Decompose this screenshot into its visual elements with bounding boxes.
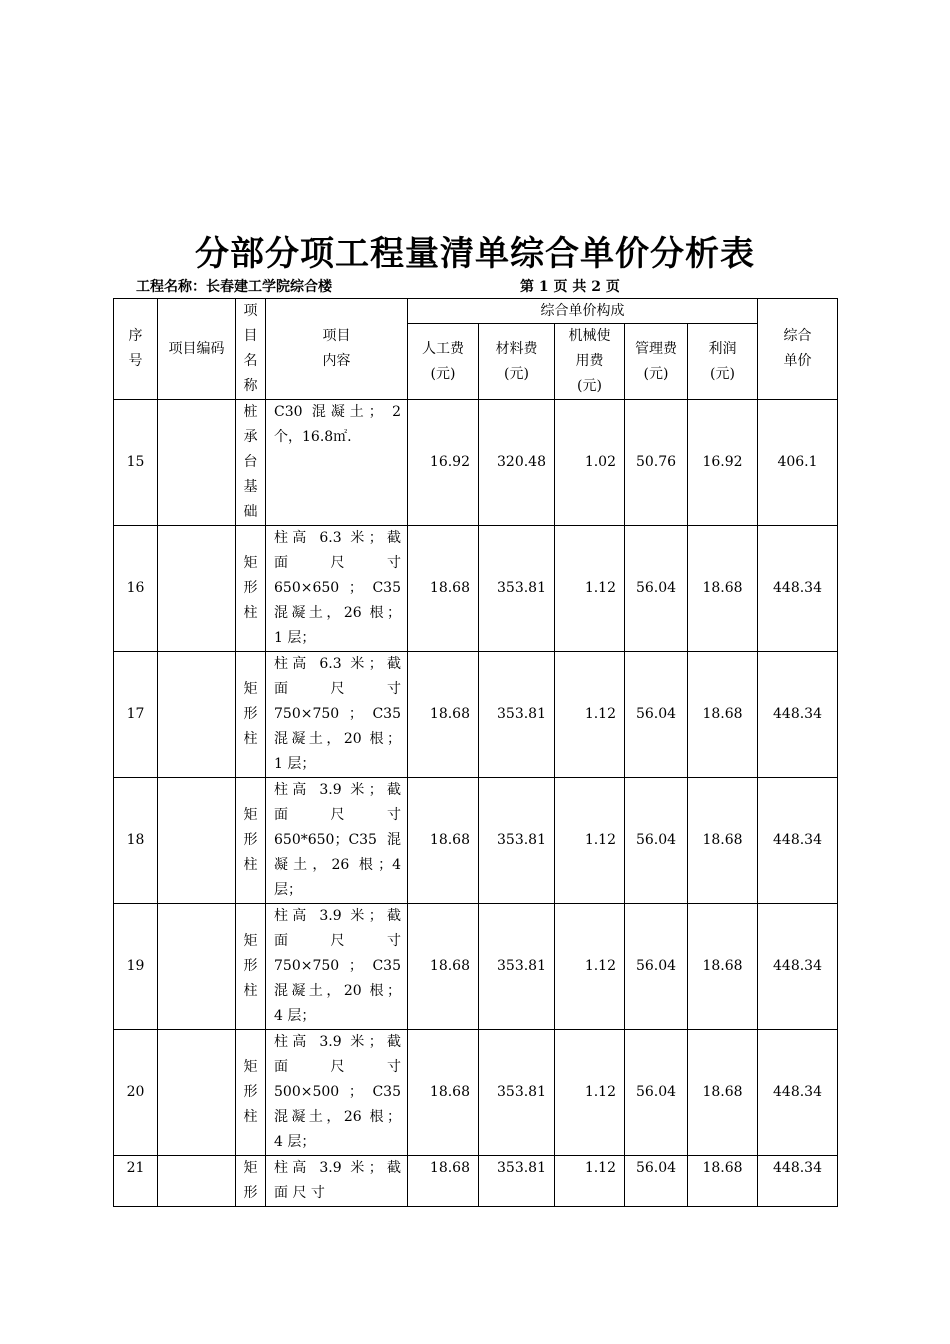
header-composition: 综合单价构成 bbox=[408, 299, 758, 324]
content-line: 柱高 3.9 米；截 bbox=[274, 1160, 401, 1176]
content-line: 1 层； bbox=[274, 756, 316, 772]
cell-content bbox=[266, 1156, 408, 1207]
cell-total: 448.34 bbox=[758, 526, 838, 652]
content-line: 混凝土，20 根； bbox=[274, 983, 401, 999]
cell-seq: 21 bbox=[114, 1156, 158, 1207]
cell-machine: 1.02 bbox=[555, 400, 625, 526]
header-mgmt: 管理费(元) bbox=[625, 324, 688, 400]
cell-mgmt: 56.04 bbox=[625, 526, 688, 652]
cell-machine: 1.12 bbox=[555, 778, 625, 904]
cell-machine: 1.12 bbox=[555, 652, 625, 778]
content-line: 混凝土，26 根； bbox=[274, 1109, 401, 1125]
cell-content bbox=[266, 778, 408, 904]
item-name: 矩形柱 bbox=[243, 1059, 258, 1125]
cell-content bbox=[266, 904, 408, 1030]
price-analysis-table bbox=[113, 298, 838, 1207]
cell-machine: 1.12 bbox=[555, 526, 625, 652]
cell-total: 448.34 bbox=[758, 904, 838, 1030]
cell-seq: 15 bbox=[114, 400, 158, 526]
cell-labor: 16.92 bbox=[408, 400, 479, 526]
cell-name bbox=[236, 904, 266, 1030]
cell-name bbox=[236, 400, 266, 526]
content-line: 层； bbox=[274, 882, 302, 898]
cell-name bbox=[236, 526, 266, 652]
cell-machine: 1.12 bbox=[555, 904, 625, 1030]
cell-total: 406.1 bbox=[758, 400, 838, 526]
content-line: 面 尺 寸 bbox=[274, 933, 401, 949]
content-line: 4 层； bbox=[274, 1134, 316, 1150]
content-line: 面 尺 寸 bbox=[274, 555, 401, 571]
table-row bbox=[114, 778, 838, 904]
cell-mgmt: 56.04 bbox=[625, 904, 688, 1030]
header-profit: 利润(元) bbox=[688, 324, 758, 400]
cell-labor: 18.68 bbox=[408, 778, 479, 904]
document-title: 分部分项工程量清单综合单价分析表 bbox=[195, 234, 755, 274]
content-line: 柱高 3.9 米；截 bbox=[274, 1034, 401, 1050]
cell-mgmt: 56.04 bbox=[625, 652, 688, 778]
cell-mgmt: 50.76 bbox=[625, 400, 688, 526]
cell-mgmt: 56.04 bbox=[625, 778, 688, 904]
table-row bbox=[114, 904, 838, 1030]
cell-total: 448.34 bbox=[758, 1156, 838, 1207]
cell-material: 353.81 bbox=[479, 652, 555, 778]
header-name: 项目名称 bbox=[236, 299, 266, 400]
header-labor: 人工费(元) bbox=[408, 324, 479, 400]
project-name: 工程名称：长春建工学院综合楼 bbox=[136, 279, 332, 295]
cell-labor: 18.68 bbox=[408, 1156, 479, 1207]
content-line: 凝土，26 根；4 bbox=[274, 857, 401, 873]
cell-content bbox=[266, 652, 408, 778]
item-name: 矩形柱 bbox=[243, 807, 258, 873]
content-line: 柱高 6.3 米；截 bbox=[274, 530, 401, 546]
content-line: 650×650 ； C35 bbox=[274, 580, 401, 596]
header-machine: 机械使用费(元) bbox=[555, 324, 625, 400]
content-line: 650*650；C35 混 bbox=[274, 832, 401, 848]
cell-name bbox=[236, 652, 266, 778]
header-seq: 序号 bbox=[114, 299, 158, 400]
cell-labor: 18.68 bbox=[408, 1030, 479, 1156]
cell-content bbox=[266, 1030, 408, 1156]
table-row bbox=[114, 652, 838, 778]
header-total: 综合单价 bbox=[758, 299, 838, 400]
cell-material: 320.48 bbox=[479, 400, 555, 526]
content-line: 750×750 ； C35 bbox=[274, 706, 401, 722]
cell-material: 353.81 bbox=[479, 904, 555, 1030]
table-row bbox=[114, 526, 838, 652]
content-line: 面 尺 寸 bbox=[274, 1185, 325, 1201]
item-name: 矩形柱 bbox=[243, 555, 258, 621]
cell-seq: 20 bbox=[114, 1030, 158, 1156]
cell-material: 353.81 bbox=[479, 526, 555, 652]
table-row bbox=[114, 1030, 838, 1156]
cell-seq: 17 bbox=[114, 652, 158, 778]
cell-profit: 18.68 bbox=[688, 652, 758, 778]
cell-machine: 1.12 bbox=[555, 1030, 625, 1156]
cell-total: 448.34 bbox=[758, 652, 838, 778]
cell-content bbox=[266, 400, 408, 526]
cell-machine: 1.12 bbox=[555, 1156, 625, 1207]
content-line: 750×750 ； C35 bbox=[274, 958, 401, 974]
table-row bbox=[114, 400, 838, 526]
content-line: 500×500 ； C35 bbox=[274, 1084, 401, 1100]
item-name: 矩形 bbox=[243, 1160, 258, 1201]
cell-profit: 18.68 bbox=[688, 1156, 758, 1207]
cell-name bbox=[236, 1030, 266, 1156]
cell-mgmt: 56.04 bbox=[625, 1030, 688, 1156]
cell-content bbox=[266, 526, 408, 652]
cell-labor: 18.68 bbox=[408, 904, 479, 1030]
header-material: 材料费(元) bbox=[479, 324, 555, 400]
header-content: 项目内容 bbox=[266, 299, 408, 400]
cell-total: 448.34 bbox=[758, 778, 838, 904]
item-name: 桩承台基础 bbox=[243, 404, 258, 520]
cell-name bbox=[236, 778, 266, 904]
item-name: 矩形柱 bbox=[243, 681, 258, 747]
cell-material: 353.81 bbox=[479, 1030, 555, 1156]
cell-total: 448.34 bbox=[758, 1030, 838, 1156]
cell-seq: 19 bbox=[114, 904, 158, 1030]
content-line: 混凝土，26 根； bbox=[274, 605, 401, 621]
content-line: 4 层； bbox=[274, 1008, 316, 1024]
cell-profit: 18.68 bbox=[688, 778, 758, 904]
content-line: 柱高 3.9 米；截 bbox=[274, 782, 401, 798]
cell-code bbox=[158, 1156, 236, 1207]
cell-profit: 18.68 bbox=[688, 904, 758, 1030]
content-line: 柱高 3.9 米；截 bbox=[274, 908, 401, 924]
cell-code bbox=[158, 904, 236, 1030]
cell-labor: 18.68 bbox=[408, 526, 479, 652]
content-line: 混凝土，20 根； bbox=[274, 731, 401, 747]
table-row bbox=[114, 1156, 838, 1207]
cell-name bbox=[236, 1156, 266, 1207]
content-line: C30 混凝土； 2 bbox=[274, 404, 401, 420]
cell-seq: 16 bbox=[114, 526, 158, 652]
cell-seq: 18 bbox=[114, 778, 158, 904]
page-indicator: 第 1 页 共 2 页 bbox=[520, 279, 620, 295]
content-line: 面 尺 寸 bbox=[274, 1059, 401, 1075]
content-line: 1 层； bbox=[274, 630, 316, 646]
cell-material: 353.81 bbox=[479, 778, 555, 904]
header-code: 项目编码 bbox=[158, 299, 236, 400]
item-name: 矩形柱 bbox=[243, 933, 258, 999]
content-line: 柱高 6.3 米；截 bbox=[274, 656, 401, 672]
content-line: 面 尺 寸 bbox=[274, 807, 401, 823]
cell-profit: 18.68 bbox=[688, 1030, 758, 1156]
cell-profit: 16.92 bbox=[688, 400, 758, 526]
content-line: 面 尺 寸 bbox=[274, 681, 401, 697]
cell-code bbox=[158, 400, 236, 526]
cell-labor: 18.68 bbox=[408, 652, 479, 778]
content-line: 个，16.8㎡. bbox=[274, 429, 352, 445]
cell-profit: 18.68 bbox=[688, 526, 758, 652]
cell-code bbox=[158, 778, 236, 904]
cell-material: 353.81 bbox=[479, 1156, 555, 1207]
cell-mgmt: 56.04 bbox=[625, 1156, 688, 1207]
cell-code bbox=[158, 652, 236, 778]
cell-code bbox=[158, 1030, 236, 1156]
cell-code bbox=[158, 526, 236, 652]
